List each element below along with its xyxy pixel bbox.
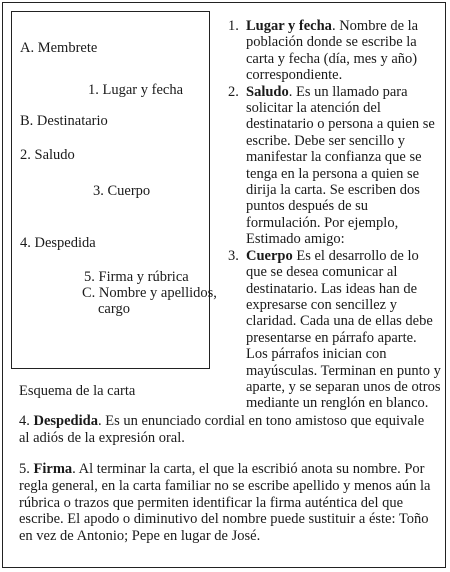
diagram-nombre: C. Nombre y apellidos, [82, 285, 217, 301]
definition-despedida [19, 413, 431, 447]
diagram-firma: 5. Firma y rúbrica [84, 269, 189, 285]
letter-diagram-box [11, 11, 217, 369]
definition-body: . Nombre de la población donde se escribe la carta y fecha (día, mes y año) correspondiente. [246, 18, 419, 84]
diagram-membrete: A. Membrete [20, 40, 98, 56]
definition-firma [19, 461, 431, 545]
definition-term: Cuerpo [246, 247, 293, 264]
definition-number: 4. [19, 413, 30, 429]
definition-text [246, 84, 442, 248]
definition-term: Lugar y fecha [246, 18, 332, 34]
definitions-column [228, 18, 442, 412]
definition-body: . Es un llamado para solicitar la atención del destinatario o persona a quien se escribe. Debe ser sencillo y manifestar la confianza que se tenga en la persona a quien se dirija la carta. Se escriben dos puntos después de su formulación. Por ejemplo, Estimado amigo: [246, 83, 435, 248]
definition-term: Despedida [33, 413, 98, 429]
diagram-caption: Esquema de la carta [19, 383, 136, 399]
definition-number: 1. [228, 18, 239, 34]
definition-item [228, 18, 442, 84]
definition-term: Saludo [246, 83, 289, 100]
definition-number: 3. [228, 247, 239, 264]
diagram-cargo: cargo [98, 301, 130, 317]
definition-body: Es el desarrollo de lo que se desea comunicar al destinatario. Las ideas han de expresarse con sencillez y claridad. Cada una de ellas debe presentarse en párrafo aparte. Los párrafos inician con mayúsculas. Terminan en punto y aparte, y se separan unos de otros mediante un renglón en blanco. [246, 247, 441, 412]
diagram-cuerpo: 3. Cuerpo [93, 183, 151, 199]
diagram-destinatario: B. Destinatario [20, 113, 108, 129]
definition-body: . Al terminar la carta, el que la escribió anota su nombre. Por regla general, en la carta familiar no se escribe apellido y menos aún la rúbrica o trazos que permiten identificar la firma auténtica del que escribe. El apodo o diminutivo del nombre puede sustituir a éste: Toño en vez de Antonio; Pepe en lugar de José. [19, 461, 431, 545]
diagram-saludo: 2. Saludo [20, 147, 75, 163]
definition-text [246, 248, 442, 412]
definition-number: 2. [228, 83, 239, 100]
definition-item [228, 84, 442, 248]
definition-number: 5. [19, 461, 30, 477]
definition-text [246, 18, 442, 84]
definition-term: Firma [33, 461, 73, 477]
definition-item [228, 248, 442, 412]
definition-body: . Es un enunciado cordial en tono amistoso que equivale al adiós de la expresión oral. [19, 413, 425, 446]
diagram-despedida: 4. Despedida [20, 235, 96, 251]
diagram-lugar-fecha: 1. Lugar y fecha [88, 82, 184, 98]
